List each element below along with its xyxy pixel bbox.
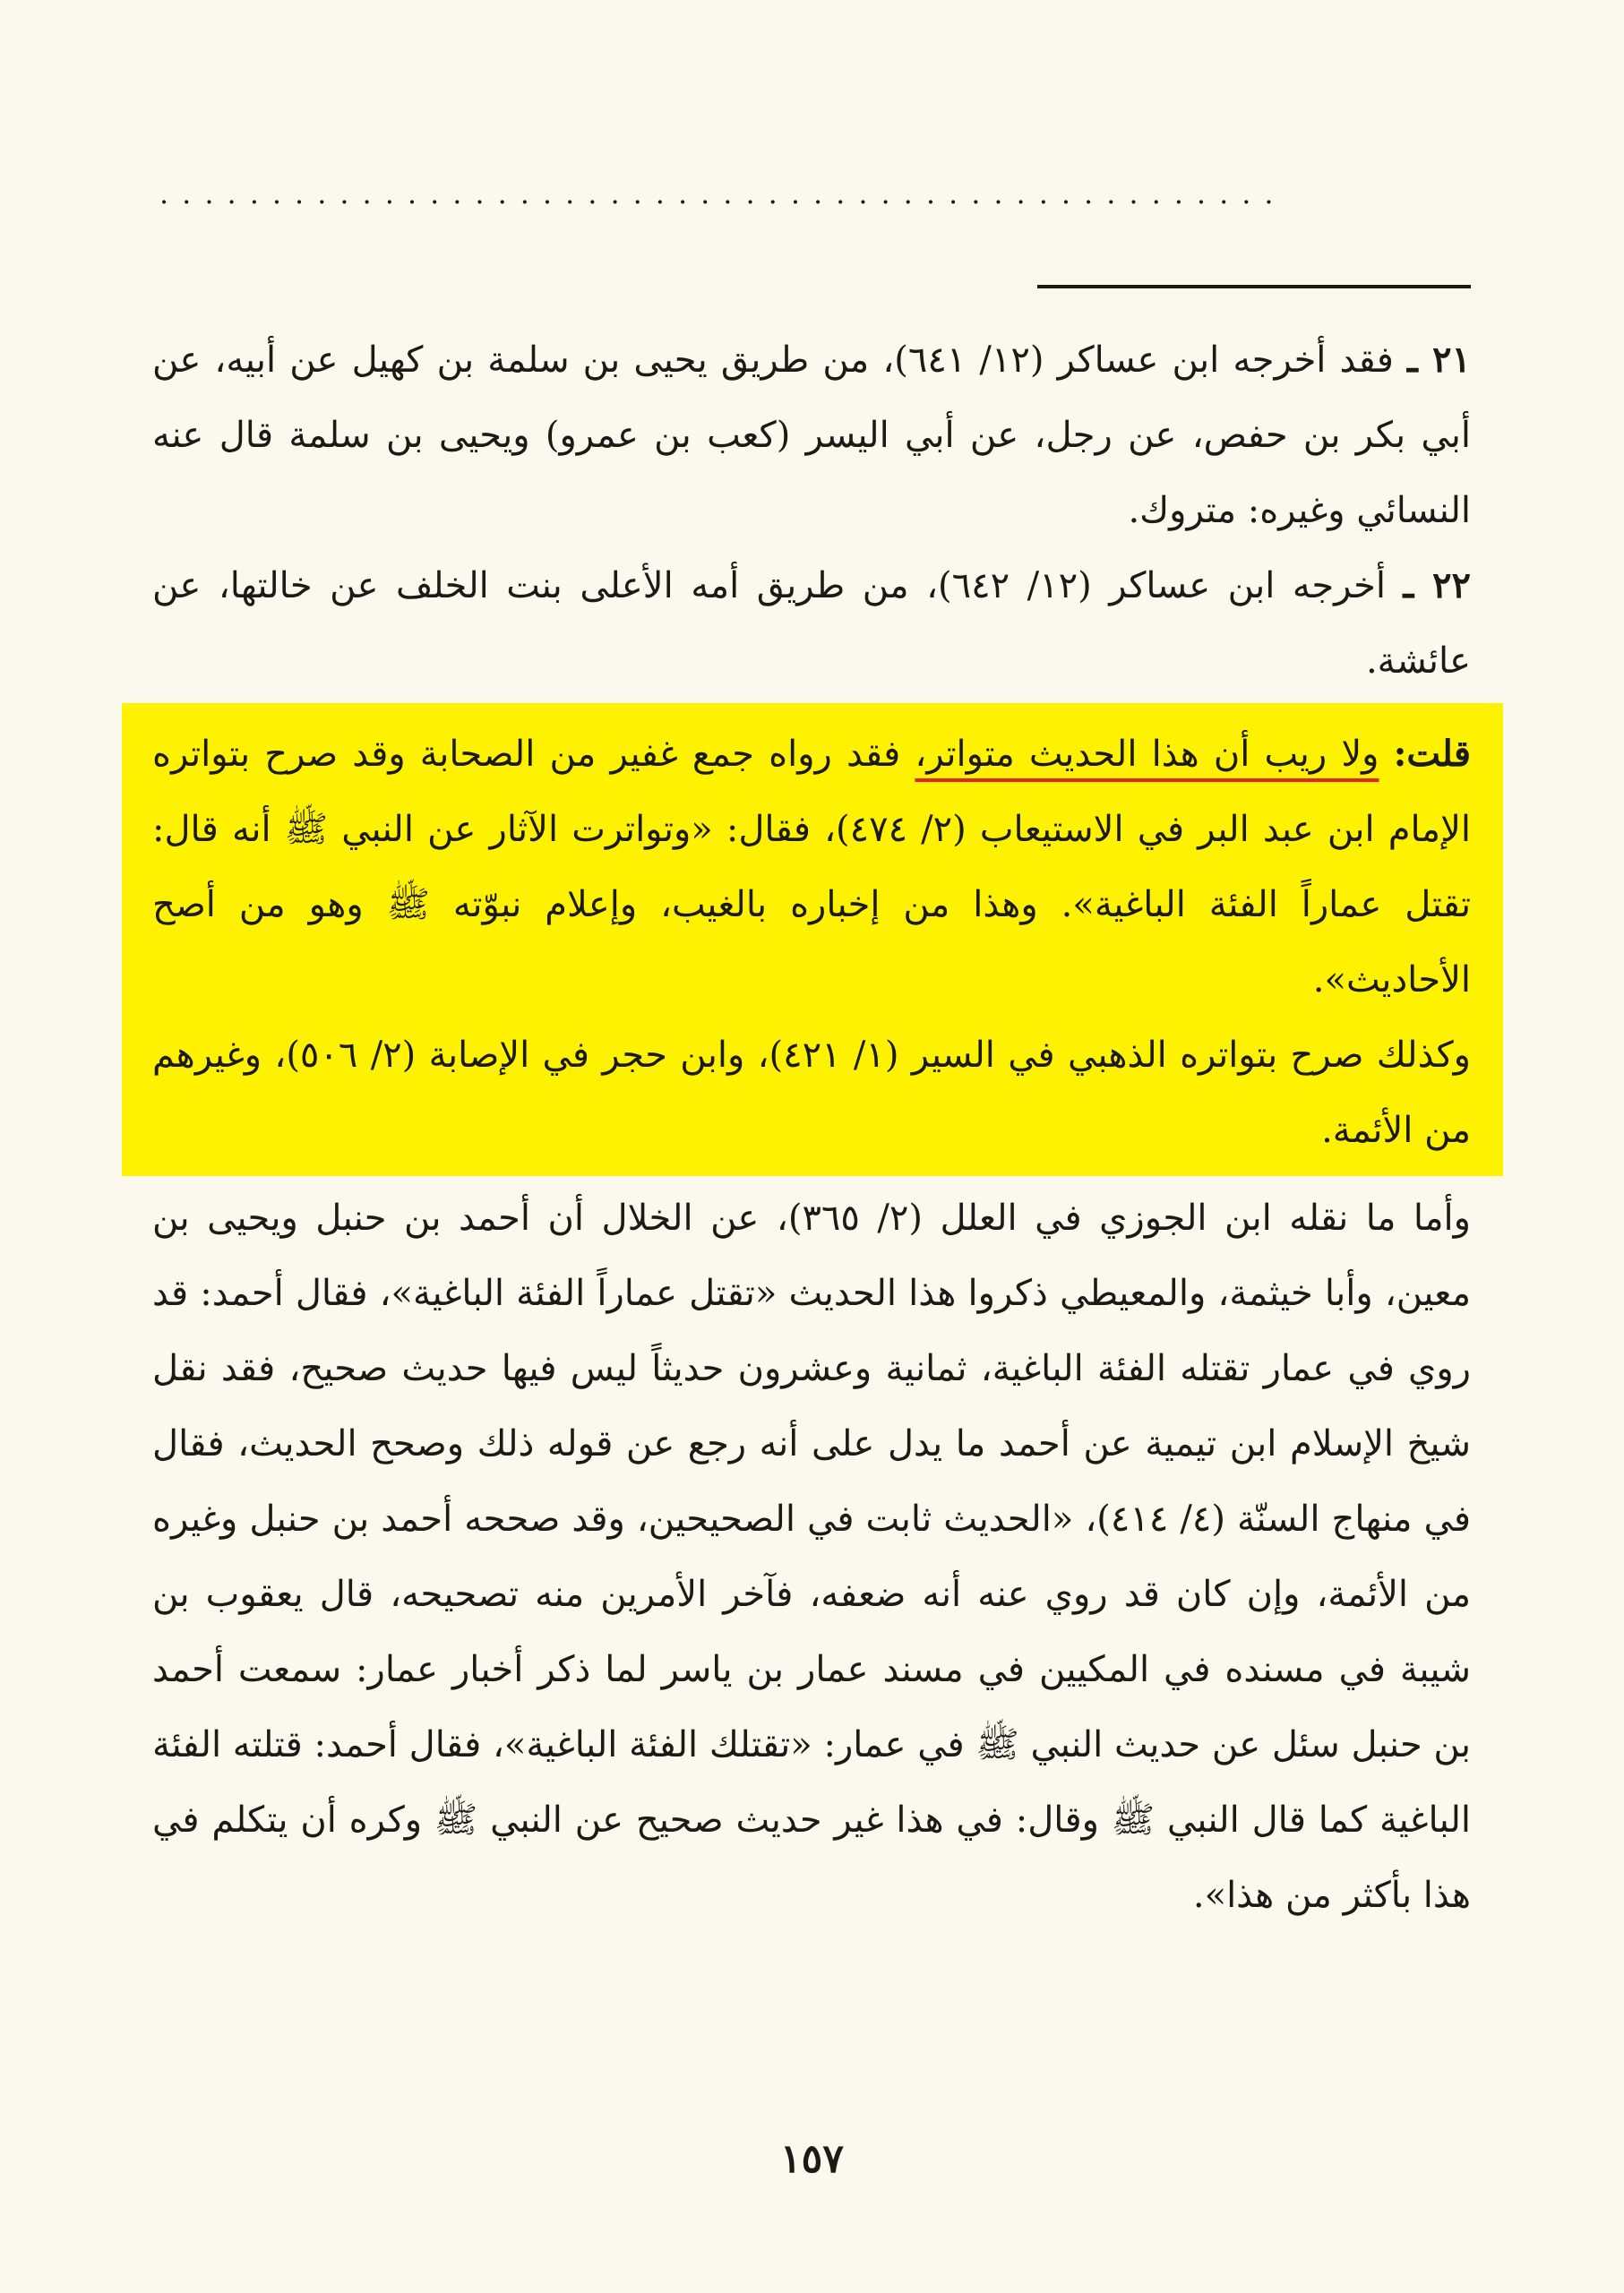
highlighted-block bbox=[152, 717, 1471, 1168]
main-paragraph: وأما ما نقله ابن الجوزي في العلل (٢/ ٣٦٥)، عن الخلال أن أحمد بن حنبل ويحيى بن معين، وأبا خيثمة، والمعيطي ذكروا هذا الحديث «تقتل عماراً الفئة الباغية»، فقال أحمد: قد روي في عمار تقتله الفئة الباغية، ثمانية وعشرون حديثاً ليس فيها حديث صحيح، فقد نقل شيخ الإسلام ابن تيمية عن أحمد ما يدل على أنه رجع عن قوله ذلك وصحح الحديث، فقال في منهاج السنّة (٤/ ٤١٤)، «الحديث ثابت في الصحيحين، وقد صححه أحمد بن حنبل وغيره من الأئمة، وإن كان قد روي عنه أنه ضعفه، فآخر الأمرين منه تصحيحه، قال يعقوب بن شيبة في مسنده في المكيين في مسند عمار بن ياسر لما ذكر أخبار عمار: سمعت أحمد بن حنبل سئل عن حديث النبي ﷺ في عمار: «تقتلك الفئة الباغية»، فقال أحمد: قتلته الفئة الباغية كما قال النبي ﷺ وقال: في هذا غير حديث صحيح عن النبي ﷺ وكره أن يتكلم في هذا بأكثر من هذا». bbox=[152, 1198, 1472, 1916]
footnote-21-number: ٢١ ـ bbox=[1406, 339, 1471, 381]
footnote-22 bbox=[152, 548, 1471, 699]
footnote-22-text: أخرجه ابن عساكر (١٢/ ٦٤٢)، من طريق أمه الأعلى بنت الخلف عن خالتها، عن عائشة. bbox=[152, 565, 1471, 682]
main-text-block bbox=[152, 1181, 1471, 1933]
footnote-21-text: فقد أخرجه ابن عساكر (١٢/ ٦٤١)، من طريق يحيى بن سلمة بن كهيل عن أبيه، عن أبي بكر بن حفص، عن رجل، عن أبي اليسر (كعب بن عمرو) ويحيى بن سلمة قال عنه النسائي وغيره: متروك. bbox=[152, 339, 1471, 531]
footnote-22-number: ٢٢ ـ bbox=[1403, 564, 1471, 606]
footnotes-block bbox=[152, 322, 1471, 699]
footnote-separator-rule bbox=[1037, 285, 1471, 288]
highlighted-text: فقد رواه جمع غفير من الصحابة وقد صرح بتواتره الإمام ابن عبد البر في الاستيعاب (٢/ ٤٧٤)، فقال: «وتواترت الآثار عن النبي ﷺ أنه قال: تقتل عماراً الفئة الباغية». وهذا من إخباره بالغيب، وإعلام نبوّته ﷺ وهو من أصح الأحاديث». bbox=[152, 734, 1472, 1001]
highlighted-paragraph-2: وكذلك صرح بتواتره الذهبي في السير (١/ ٤٢١)، وابن حجر في الإصابة (٢/ ٥٠٦)، وغيرهم من الأئمة. bbox=[152, 1035, 1471, 1151]
highlighted-paragraph-1 bbox=[152, 717, 1471, 1018]
qult-label: قلت: bbox=[1393, 733, 1471, 775]
footnote-21 bbox=[152, 322, 1471, 548]
underlined-statement: ولا ريب أن هذا الحديث متواتر، bbox=[915, 734, 1379, 775]
dotted-separator: .................................................. bbox=[159, 176, 1287, 210]
page-number: ١٥٧ bbox=[780, 2136, 844, 2182]
